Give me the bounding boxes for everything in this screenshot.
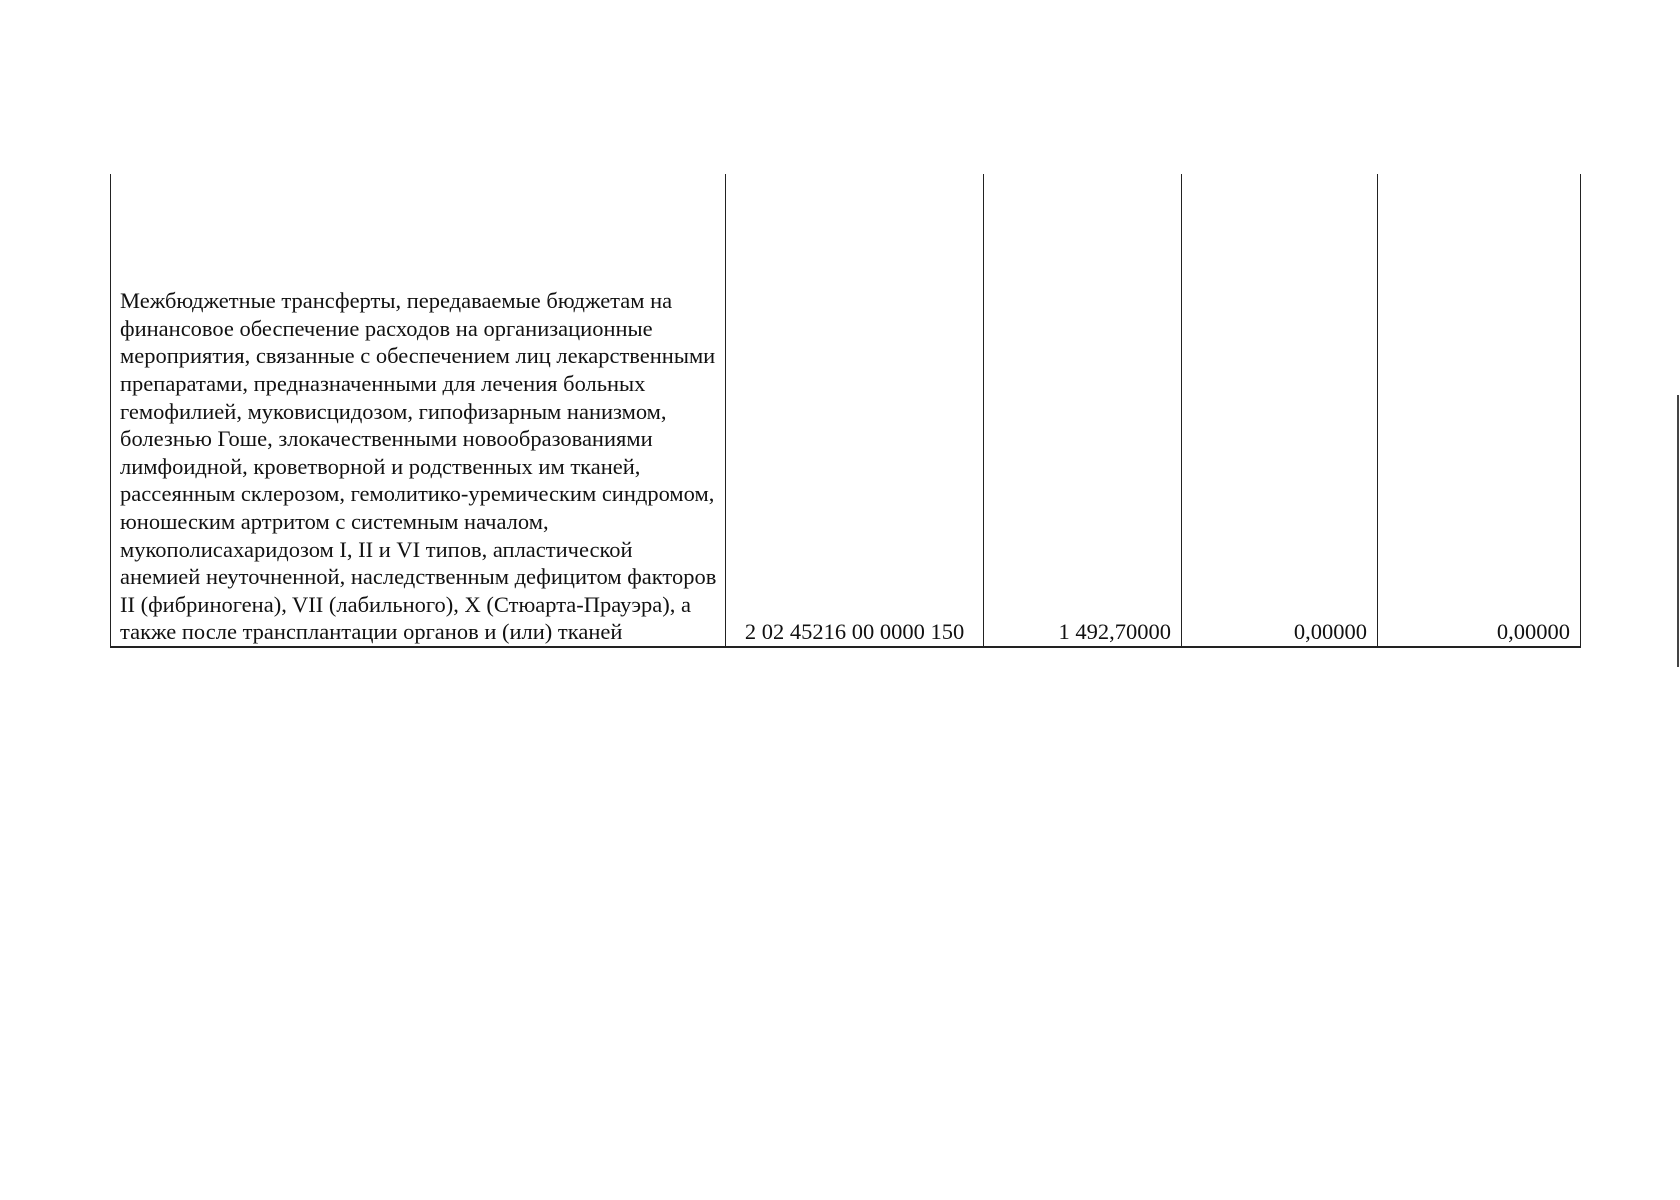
row-value-1-cell: 1 492,70000 [984, 174, 1182, 647]
row-value-2-cell: 0,00000 [1182, 174, 1378, 647]
budget-table [110, 174, 1581, 648]
scan-edge-mark [1677, 395, 1679, 667]
row-value-3-cell: 0,00000 [1378, 174, 1581, 647]
row-code-cell: 2 02 45216 00 0000 150 [726, 174, 984, 647]
row-name-text: Межбюджетные трансферты, передаваемые бюджетам на финансовое обеспечение расходов на организационные мероприятия, связанные с обеспечением лиц лекарственными препаратами, предназначенными для лечения больных гемофилией, муковисцидозом, гипофизарным нанизмом, болезнью Гоше, злокачественными новообразованиями лимфоидной, кроветворной и родственных им тканей, рассеянным склерозом, гемолитико-уремическим синдромом, юношеским артритом с системным началом, мукополисахаридозом I, II и VI типов, апластической анемией неуточненной, наследственным дефицитом факторов II (фибриногена), VII (лабильного), X (Стюарта-Прауэра), а также после трансплантации органов и (или) тканей [120, 288, 717, 645]
table-row [111, 174, 1581, 647]
row-name-cell [111, 174, 726, 647]
